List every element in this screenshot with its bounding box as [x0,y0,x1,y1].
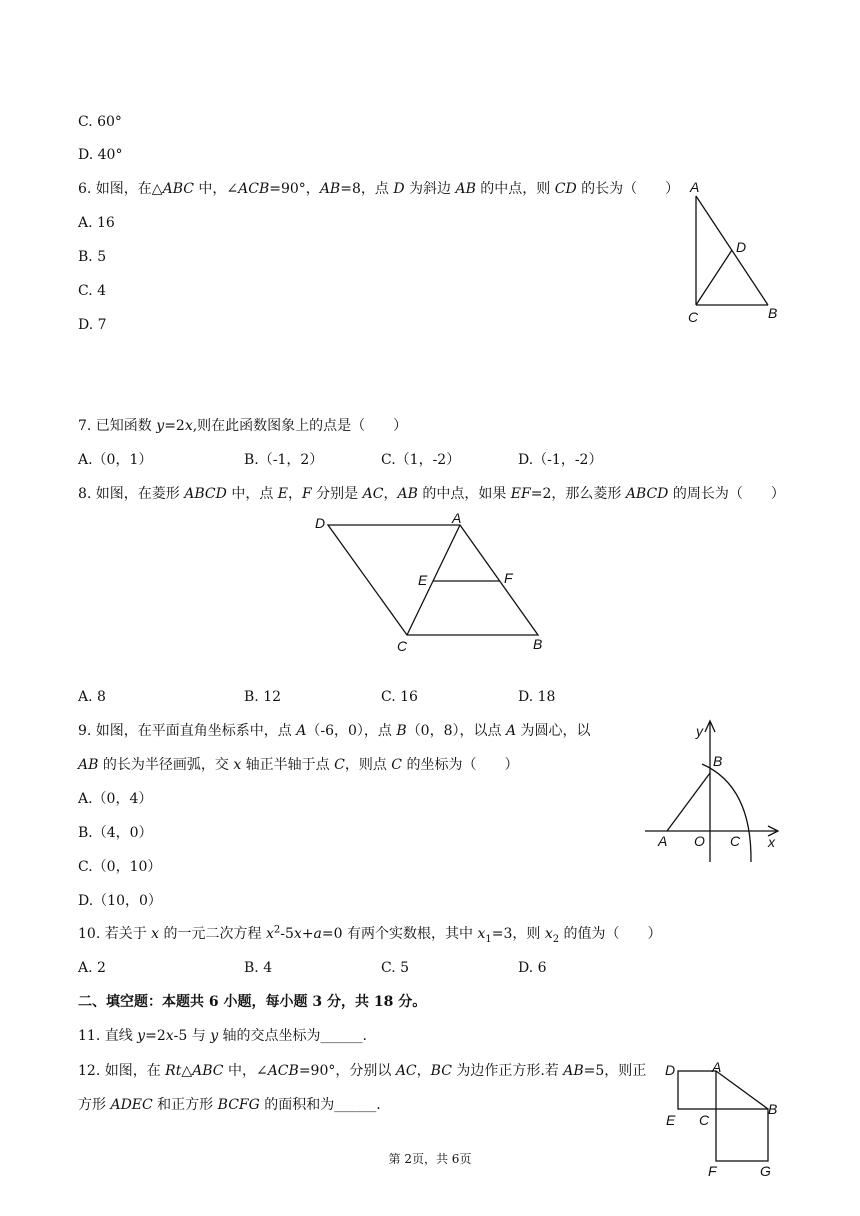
q11-stem: 11. 直线 y=2x-5 与 y 轴的交点坐标为______. [78,1028,368,1044]
segment-ab [716,1071,768,1109]
q6-option-a: A. 16 [78,215,115,231]
q7-option-c: C.（1，-2） [381,452,461,468]
q8-option-b: B. 12 [244,689,282,705]
label-x: x [768,834,775,850]
q6-stem: 6. 如图，在△ABC 中，∠ACB=90°，AB=8，点 D 为斜边 AB 的中点，则 CD 的长为（ ） [78,181,680,197]
q8-option-a: A. 8 [78,689,106,705]
q7-option-b: B.（-1，2） [244,452,324,468]
label-y: y [696,723,703,739]
section-2-heading: 二、填空题：本题共 6 小题，每小题 3 分，共 18 分。 [78,994,427,1010]
q7-option-a: A.（0，1） [78,452,153,468]
label-g: G [760,1163,771,1179]
label-c: C [730,833,741,849]
q8-stem: 8. 如图，在菱形 ABCD 中，点 E，F 分别是 AC，AB 的中点，如果 EF=2，那么菱形 ABCD 的周长为（ ） [78,486,785,502]
q6-option-c: C. 4 [78,283,107,299]
q9-coordinate-figure [640,716,790,866]
q7-option-d: D.（-1，-2） [518,452,603,468]
q6-option-d: D. 7 [78,317,107,333]
segment-cd [696,250,732,305]
q9-stem-line1: 9. 如图，在平面直角坐标系中，点 A（-6，0），点 B（0，8），以点 A 为圆心，以 [78,723,591,739]
label-c: C [397,638,408,654]
label-f: F [708,1163,717,1179]
q7-stem: 7. 已知函数 y=2x,则在此函数图象上的点是（ ） [78,418,408,434]
q5-option-d: D. 40° [78,147,123,163]
label-d: D [736,239,747,255]
q10-option-d: D. 6 [518,960,547,976]
q8-option-d: D. 18 [518,689,556,705]
q12-stem-line1: 12. 如图，在 Rt△ABC 中，∠ACB=90°，分别以 AC，BC 为边作正方形.若 AB=5，则正 [78,1063,647,1079]
label-b: B [533,636,543,652]
square-adec [678,1071,716,1109]
label-c: C [688,309,699,325]
q10-option-a: A. 2 [78,960,106,976]
segment-ab [667,773,710,831]
label-d: D [315,515,326,531]
q8-rhombus-figure [305,508,555,658]
page-footer: 第 2页，共 6页 [388,1152,472,1166]
label-o: O [694,833,705,849]
q9-option-a: A.（0，4） [78,791,153,807]
label-e: E [418,572,428,588]
q10-stem: 10. 若关于 x 的一元二次方程 $x^2-5x+a=0$ 有两个实数根，其中 $x_1=3$，则 $x_2$ 的值为（ ） [78,924,662,945]
diagonal-ac [407,525,460,635]
q12-stem-line2: 方形 ADEC 和正方形 BCFG 的面积和为______. [78,1097,381,1113]
q6-option-b: B. 5 [78,249,107,265]
q10-option-c: C. 5 [381,960,410,976]
label-b: B [713,753,723,769]
q10-option-b: B. 4 [244,960,273,976]
label-a: A [452,510,462,526]
label-b: B [768,305,778,321]
label-b: B [768,1101,778,1117]
q12-squares-figure [660,1058,788,1188]
q8-option-c: C. 16 [381,689,418,705]
q5-option-c: C. 60° [78,114,122,130]
q9-stem-line2: AB 的长为半径画弧，交 x 轴正半轴于点 C，则点 C 的坐标为（ ） [78,757,519,773]
q9-option-d: D.（10，0） [78,893,162,909]
label-a: A [658,833,668,849]
q6-triangle-figure [680,178,790,328]
label-e: E [666,1112,676,1128]
label-d: D [665,1062,676,1078]
q9-option-b: B.（4，0） [78,825,153,841]
label-a: A [690,179,700,195]
label-c: C [699,1112,710,1128]
q9-option-c: C.（0，10） [78,859,162,875]
label-f: F [504,570,513,586]
label-a: A [712,1059,722,1075]
